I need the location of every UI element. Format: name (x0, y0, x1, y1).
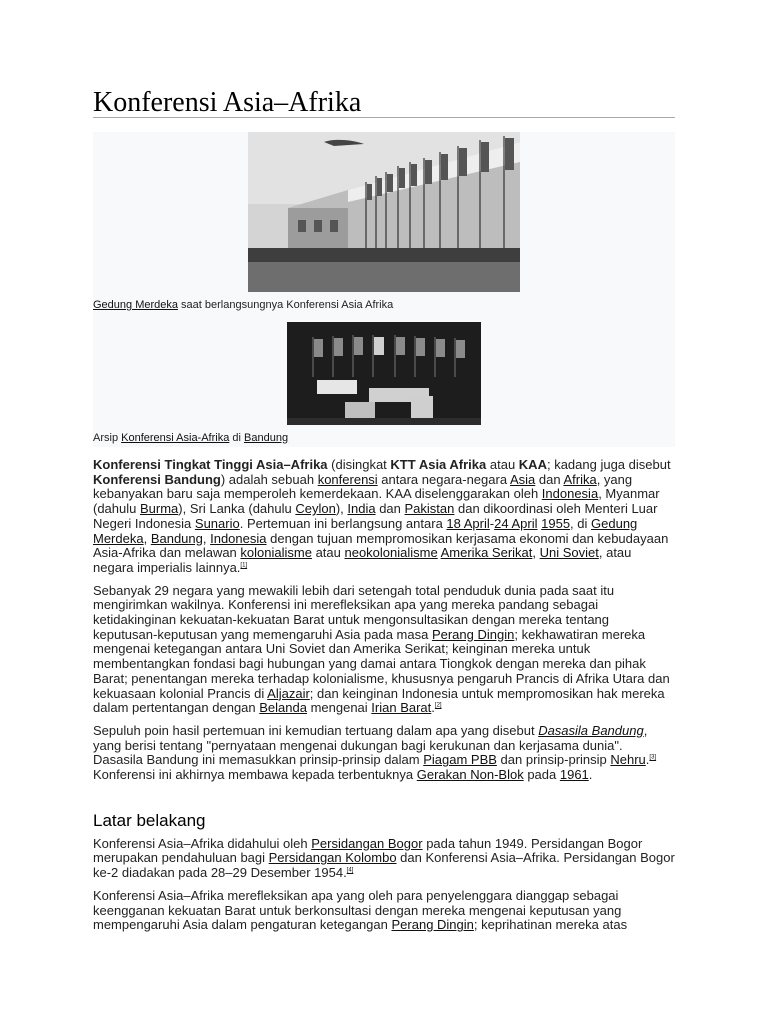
link-amerika-serikat[interactable]: Amerika Serikat (440, 545, 533, 561)
ref-1[interactable]: [1] (240, 562, 248, 569)
link-uni-soviet[interactable]: Uni Soviet (539, 545, 599, 561)
figure1-caption: Gedung Merdeka saat berlangsungnya Konferensi Asia Afrika (93, 299, 394, 311)
link-aljazair[interactable]: Aljazair (267, 685, 310, 701)
link-indonesia[interactable]: Indonesia (541, 486, 599, 502)
link-nehru[interactable]: Nehru (610, 752, 646, 768)
ref-3[interactable]: [3] (649, 755, 657, 762)
paragraph-2: Sebanyak 29 negara yang mewakili lebih dari setengah total penduduk dunia pada saat itu mengirimkan wakilnya. Konferensi ini merefleksikan apa yang mereka pandang sebagai ketidakinginan kekuatan-kekuatan Barat untuk mengonsultasikan dengan mereka tentang keputusan-keputusan yang memengaruhi Asia pada masa Perang Dingin; kekhawatiran mereka mengenai ketegangan antara Uni Soviet dan Amerika Serikat; keinginan mereka untuk membentangkan fondasi bagi hubungan yang damai antara Tiongkok dengan mereka dan pihak Barat; penentangan mereka terhadap kolonialisme, khususnya pengaruh Prancis di Afrika Utara dan kekuasaan kolonial Prancis di Aljazair; dan keinginan Indonesia untuk mempromosikan hak mereka dalam pertentangan dengan Belanda mengenai Irian Barat.[2] (93, 582, 670, 716)
ref-2[interactable]: [2] (434, 702, 442, 709)
link-asia[interactable]: Asia (509, 471, 536, 487)
figure-box (93, 132, 675, 447)
gedung-merdeka-photo[interactable] (248, 132, 520, 292)
link-belanda[interactable]: Belanda (259, 700, 307, 716)
link-neokolonialisme[interactable]: neokolonialisme (344, 545, 438, 561)
figure2-caption: Arsip Konferensi Asia-Afrika di Bandung (93, 432, 289, 444)
link-ceylon[interactable]: Ceylon (295, 501, 336, 517)
link-india[interactable]: India (347, 501, 376, 517)
link-1955[interactable]: 1955 (541, 515, 571, 531)
link-bandung[interactable]: Bandung (150, 530, 203, 546)
link-gerakan-non-blok[interactable]: Gerakan Non-Blok (416, 767, 524, 783)
link-perang-dingin[interactable]: Perang Dingin (431, 626, 515, 642)
link-konferensi[interactable]: konferensi (317, 471, 378, 487)
link-gedung-merdeka[interactable]: Gedung Merdeka (93, 515, 638, 546)
link-irian-barat[interactable]: Irian Barat (371, 700, 432, 716)
link-dasasila-bandung[interactable]: Dasasila Bandung (538, 722, 644, 738)
link-perang-dingin-2[interactable]: Perang Dingin (391, 917, 474, 933)
link-indonesia-2[interactable]: Indonesia (210, 530, 267, 546)
link-pakistan[interactable]: Pakistan (404, 501, 455, 517)
link-persidangan-bogor[interactable]: Persidangan Bogor (311, 835, 423, 851)
article (93, 85, 675, 933)
paragraph-4: Konferensi Asia–Afrika didahului oleh Persidangan Bogor pada tahun 1949. Persidangan Bogor merupakan pendahuluan bagi Persidangan Kolombo dan Konferensi Asia–Afrika. Persidangan Bogor ke-2 diadakan pada 28–29 Desember 1954.[4] (93, 835, 675, 881)
conference-archive-photo[interactable] (287, 322, 481, 425)
link-piagam-pbb[interactable]: Piagam PBB (423, 752, 497, 768)
link-sunario[interactable]: Sunario (194, 515, 240, 531)
section-heading-latar-belakang: Latar belakang (93, 810, 206, 830)
paragraph-intro: Konferensi Tingkat Tinggi Asia–Afrika (disingkat KTT Asia Afrika atau KAA; kadang juga disebut Konferensi Bandung) adalah sebuah konferensi antara negara-negara Asia dan Afrika, yang kebanyakan baru saja memperoleh kemerdekaan. KAA diselenggarakan oleh Indonesia, Myanmar (dahulu Burma), Sri Lanka (dahulu Ceylon), India dan Pakistan dan dikoordinasi oleh Menteri Luar Negeri Indonesia Sunario. Pertemuan ini berlangsung antara 18 April-24 April 1955, di Gedung Merdeka, Bandung, Indonesia dengan tujuan mempromosikan kerjasama ekonomi dan kebudayaan Asia-Afrika dan melawan kolonialisme atau neokolonialisme Amerika Serikat, Uni Soviet, atau negara imperialis lainnya.[1] (93, 457, 671, 575)
ref-4[interactable]: [4] (346, 867, 354, 874)
page-title: Konferensi Asia–Afrika (93, 87, 362, 118)
link-afrika[interactable]: Afrika (563, 471, 597, 487)
paragraph-3: Sepuluh poin hasil pertemuan ini kemudian tertuang dalam apa yang disebut Dasasila Bandung, yang berisi tentang "pernyataan mengenai dukungan bagi kerukunan dan kerjasama dunia". Dasasila Bandung ini memasukkan prinsip-prinsip dalam Piagam PBB dan prinsip-prinsip Nehru.[3] Konferensi ini akhirnya membawa kepada terbentuknya Gerakan Non-Blok pada 1961. (93, 722, 657, 783)
article-body (93, 458, 675, 933)
link-18-april[interactable]: 18 April (446, 515, 490, 531)
link-1961[interactable]: 1961 (559, 767, 589, 783)
bandung-link[interactable]: Bandung (244, 432, 289, 444)
link-persidangan-kolombo[interactable]: Persidangan Kolombo (268, 850, 397, 866)
paragraph-5: Konferensi Asia–Afrika merefleksikan apa yang oleh para penyelenggara dianggap sebagai keengganan kekuatan Barat untuk berkonsultasi dengan mereka mengenai keputusan yang mempengaruhi Asia dalam pengaturan ketegangan Perang Dingin; keprihatinan mereka atas (93, 887, 628, 933)
link-kolonialisme[interactable]: kolonialisme (240, 545, 312, 561)
link-24-april[interactable]: 24 April (494, 515, 538, 531)
gedung-merdeka-link[interactable]: Gedung Merdeka (93, 299, 178, 311)
konferensi-link[interactable]: Konferensi Asia-Afrika (121, 432, 230, 444)
link-burma[interactable]: Burma (139, 501, 179, 517)
